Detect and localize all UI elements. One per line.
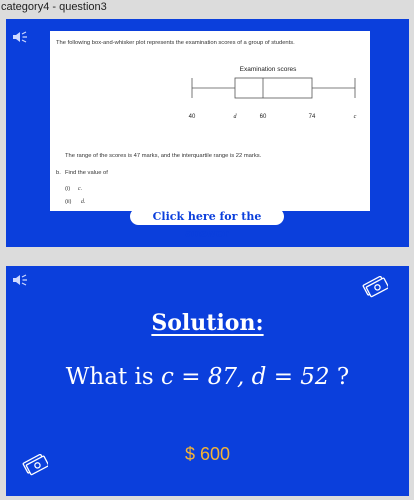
item-var-d: d. [81,199,86,205]
item-label-i: (i) [65,186,71,192]
solution-text [6,364,409,390]
speaker-icon[interactable] [12,274,28,286]
axis-label-c: c [353,114,357,120]
box-iqr [235,78,312,98]
window-title: category4 - question3 [1,1,107,13]
axis-label-q3: 74 [308,114,316,120]
box-plot [50,31,370,121]
money-icon [362,276,388,298]
solution-expression: c = 87, d = 52 [161,364,330,390]
solution-panel [6,266,409,496]
money-icon [22,454,48,476]
axis-label-d: d [233,114,237,120]
question-panel [6,19,409,247]
prize-amount: $ 600 [184,444,231,464]
plot-title: Examination scores [239,66,297,73]
item-label-ii: (ii) [65,199,72,205]
part-text: Find the value of [65,170,108,176]
solution-title: Solution: [151,310,264,336]
range-text: The range of the scores is 47 marks, and the interquartile range is 22 marks. [65,153,262,159]
question-intro: The following box-and-whisker plot represents the examination scores of a group of students. [56,40,295,46]
part-label: b. [56,170,61,176]
axis-label-min: 40 [188,114,196,120]
axis-label-median: 60 [259,114,267,120]
solution-suffix: ? [329,364,350,390]
answer-button[interactable]: Click here for the answer [130,208,284,225]
solution-prefix: What is [65,364,161,390]
question-card [50,31,370,211]
speaker-icon[interactable] [12,31,28,43]
item-var-c: c. [78,186,83,192]
